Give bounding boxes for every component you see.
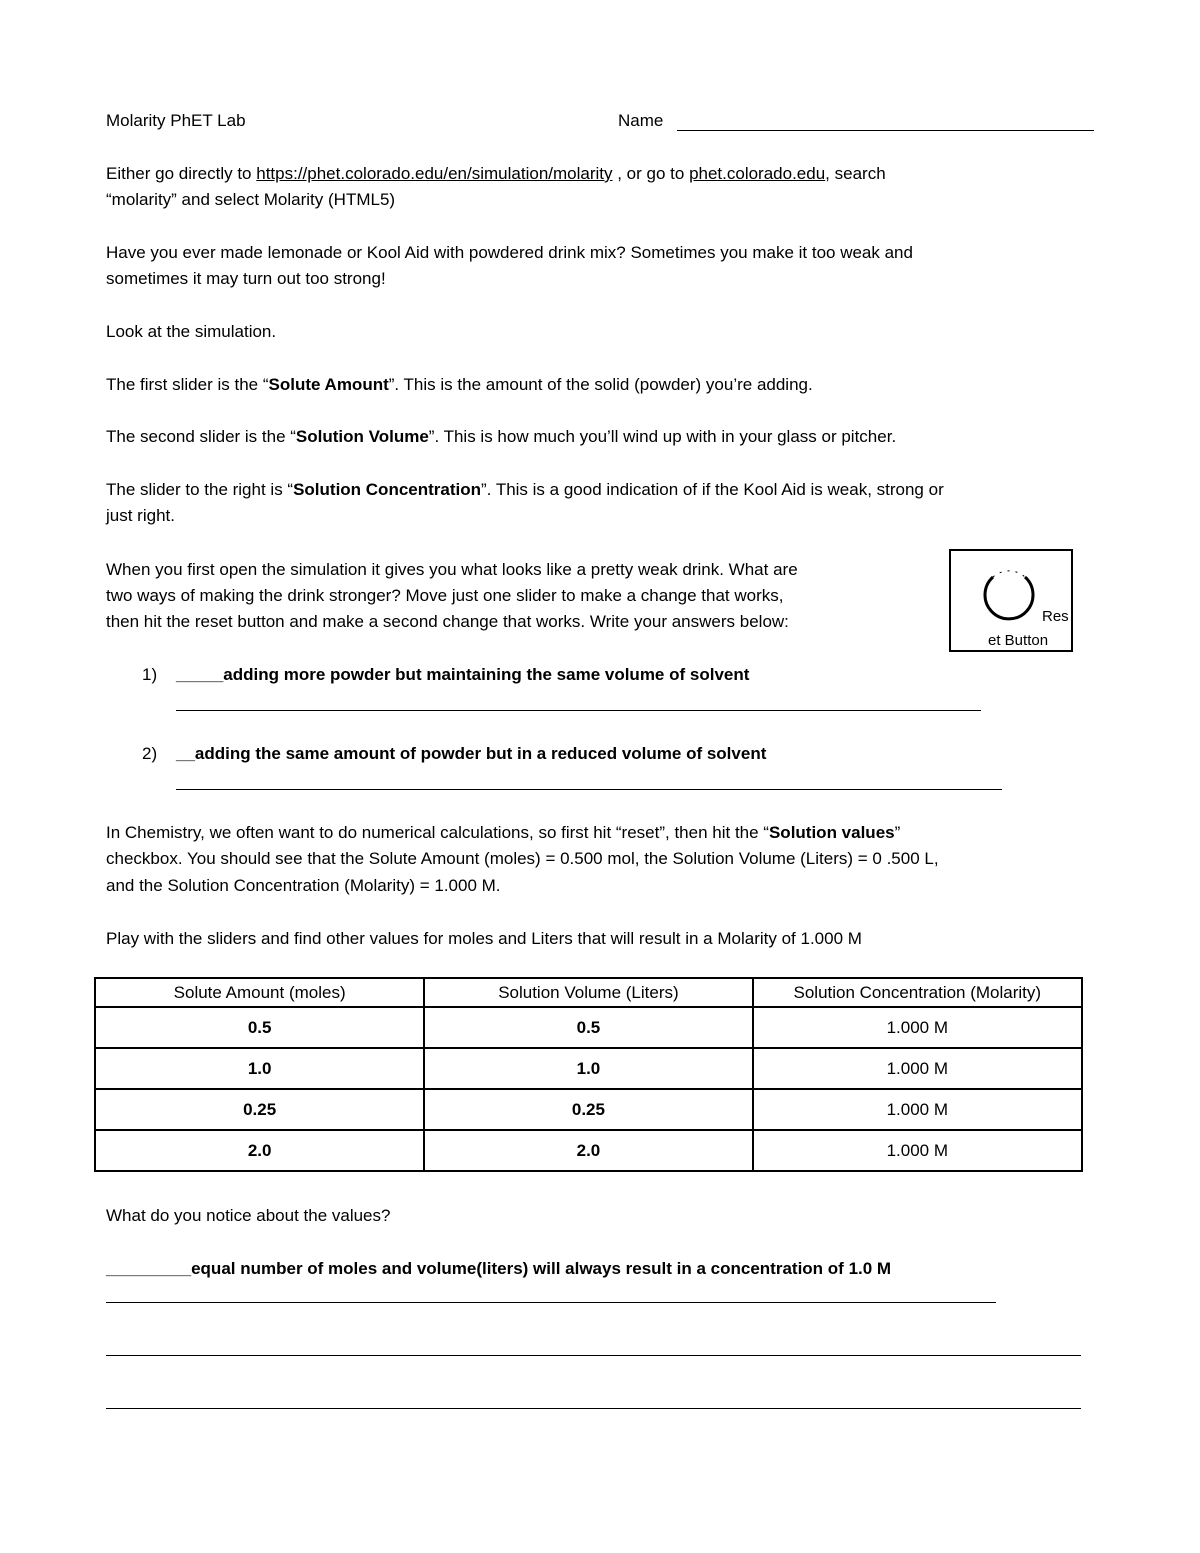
answer-2-text[interactable]: __adding the same amount of powder but in a reduced volume of solvent [176, 744, 767, 763]
second-slider-text: The second slider is the “Solution Volume”. This is how much you’ll wind up with in your glass or pitcher. [106, 427, 897, 446]
notice-answer[interactable]: _________equal number of moles and volume(liters) will always result in a concentration of 1.0 M [106, 1259, 892, 1278]
first-slider-text: The first slider is the “Solute Amount”. This is the amount of the solid (powder) you’re adding. [106, 375, 813, 394]
table-row [95, 1130, 1082, 1171]
cell-molarity: 1.000 M [753, 1007, 1082, 1048]
intro-line-2: “molarity” and select Molarity (HTML5) [106, 190, 396, 209]
look-at-sim: Look at the simulation. [106, 322, 277, 341]
name-field-line[interactable] [677, 130, 1094, 131]
right-slider-text-2: just right. [106, 506, 175, 525]
header-solute-amount: Solute Amount (moles) [95, 978, 424, 1007]
reset-label-1: Res [1042, 608, 1069, 625]
notice-answer-line-1 [106, 1302, 996, 1303]
instructions-line-3: then hit the reset button and make a second change that works. Write your answers below: [106, 612, 789, 631]
notice-answer-line-2[interactable] [106, 1355, 1081, 1356]
cell-liters[interactable]: 2.0 [424, 1130, 752, 1171]
calc-line-2: checkbox. You should see that the Solute Amount (moles) = 0.500 mol, the Solution Volume (Liters) = 0 .500 L, [106, 849, 939, 868]
notice-question: What do you notice about the values? [106, 1206, 391, 1225]
cell-molarity: 1.000 M [753, 1048, 1082, 1089]
reset-arrow-icon [981, 563, 1041, 621]
table-row [95, 1007, 1082, 1048]
reset-label-2: et Button [988, 632, 1049, 649]
cell-liters[interactable]: 0.5 [424, 1007, 752, 1048]
answer-1-text[interactable]: _____adding more powder but maintaining the same volume of solvent [176, 665, 750, 684]
lemonade-line-1: Have you ever made lemonade or Kool Aid with powdered drink mix? Sometimes you make it too weak and [106, 243, 913, 262]
table-header-row [95, 978, 1082, 1007]
calc-line-3: and the Solution Concentration (Molarity) = 1.000 M. [106, 876, 501, 895]
molarity-table [94, 977, 1083, 1172]
cell-molarity: 1.000 M [753, 1089, 1082, 1130]
answer-2-line [176, 789, 1002, 790]
instructions-line-1: When you first open the simulation it gives you what looks like a pretty weak drink. What are [106, 560, 798, 579]
lemonade-line-2: sometimes it may turn out too strong! [106, 269, 386, 288]
cell-liters[interactable]: 1.0 [424, 1048, 752, 1089]
cell-moles[interactable]: 0.5 [95, 1007, 424, 1048]
table-row [95, 1048, 1082, 1089]
cell-moles[interactable]: 0.25 [95, 1089, 424, 1130]
header-solution-volume: Solution Volume (Liters) [424, 978, 752, 1007]
answer-1: 1) _____adding more powder but maintaining the same volume of solvent [142, 665, 750, 684]
worksheet-title: Molarity PhET Lab [106, 111, 246, 130]
table-row [95, 1089, 1082, 1130]
notice-answer-line-3[interactable] [106, 1408, 1081, 1409]
cell-molarity: 1.000 M [753, 1130, 1082, 1171]
answer-2: 2) __adding the same amount of powder but in a reduced volume of solvent [142, 744, 767, 763]
play-instructions: Play with the sliders and find other values for moles and Liters that will result in a Molarity of 1.000 M [106, 929, 862, 948]
cell-liters[interactable]: 0.25 [424, 1089, 752, 1130]
intro-line-1: Either go directly to https://phet.colorado.edu/en/simulation/molarity , or go to phet.colorado.edu, search [106, 164, 886, 183]
right-slider-text: The slider to the right is “Solution Concentration”. This is a good indication of if the Kool Aid is weak, strong or [106, 480, 944, 499]
reset-button-figure [949, 549, 1073, 652]
answer-1-line [176, 710, 981, 711]
name-label: Name [618, 111, 664, 130]
phet-home-link[interactable]: phet.colorado.edu [689, 164, 826, 183]
cell-moles[interactable]: 2.0 [95, 1130, 424, 1171]
calc-line-1: In Chemistry, we often want to do numerical calculations, so first hit “reset”, then hit the “Solution values” [106, 823, 901, 842]
instructions-line-2: two ways of making the drink stronger? Move just one slider to make a change that works, [106, 586, 784, 605]
cell-moles[interactable]: 1.0 [95, 1048, 424, 1089]
molarity-sim-link[interactable]: https://phet.colorado.edu/en/simulation/molarity [256, 164, 613, 183]
header-solution-concentration: Solution Concentration (Molarity) [753, 978, 1082, 1007]
